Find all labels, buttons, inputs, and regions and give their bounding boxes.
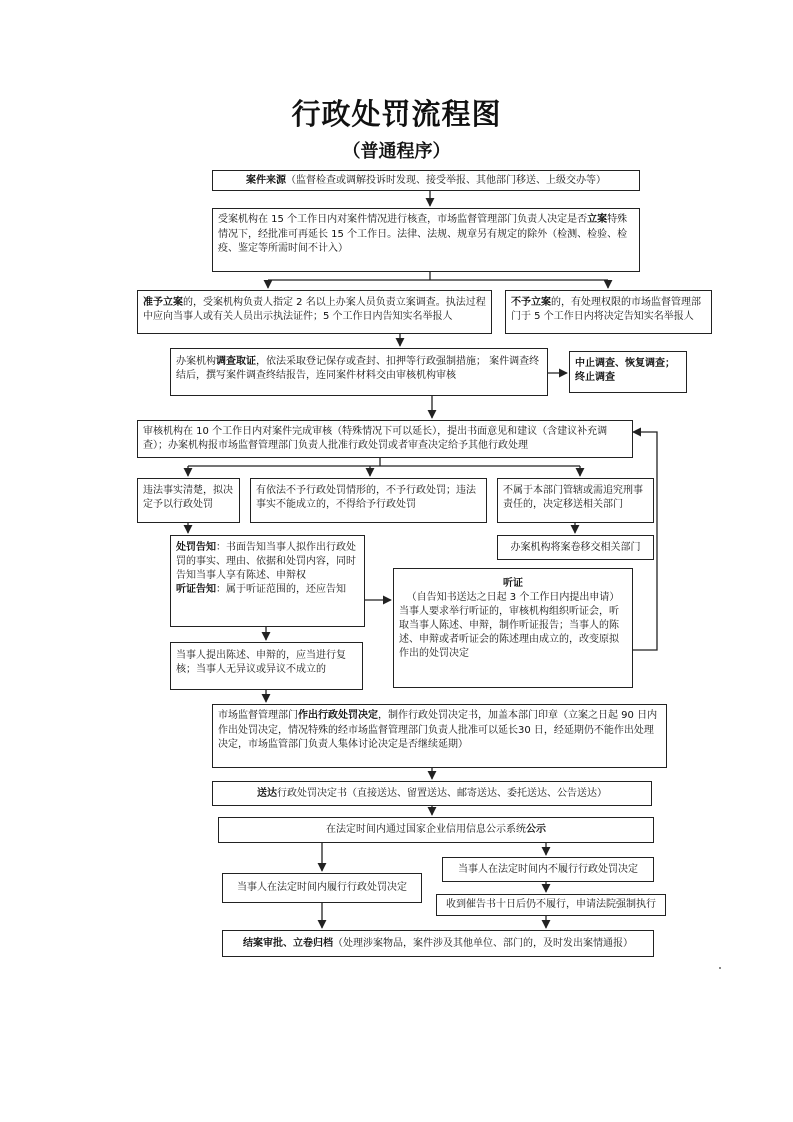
notice-text-2: ：属于听证范围的，还应告知: [216, 584, 346, 595]
file-case-head: 准予立案: [143, 297, 183, 308]
not-comply-text: 当事人在法定时间内不履行行政处罚决定: [458, 863, 638, 875]
notice-box: [170, 535, 365, 627]
case-source-box: [212, 170, 640, 191]
decision-box: [212, 704, 667, 768]
not-comply-box: [442, 857, 654, 882]
file-case-text: 的，受案机构负责人指定 2 名以上办案人员负责立案调查。执法过程中应向当事人或有关人员出示执法证件；5 个工作日内告知实名举报人: [143, 297, 486, 322]
notice-head-2: 听证告知: [176, 584, 216, 595]
not-dept-box: [497, 478, 654, 523]
decision-text-b: ，制作行政处罚决定书，加盖本部门印章（立案之日起 90 日内作出处罚决定，情况特殊的经市场监督管理部门负责人批准可以延长30 日，经延期仍不能作出处理决定，市场监管部门负责人集体讨论决定是否继续延期）: [218, 710, 658, 750]
review-text: 审核机构在 10 个工作日内对案件完成审核（特殊情况下可以延长），提出书面意见和建议（含建议补充调查）；办案机构报市场监督管理部门负责人批准行政处罚或者审查决定给予其他行政处理: [143, 426, 608, 451]
notice-head-1: 处罚告知: [176, 542, 216, 553]
filing-text-a: 受案机构在 15 个工作日内对案件情况进行核查，市场监督管理部门负责人决定是否: [218, 214, 588, 225]
statement-box: [170, 642, 363, 690]
comply-box: [222, 873, 422, 903]
close-head: 结案审批、立卷归档: [243, 938, 333, 949]
publicity-text-a: 在法定时间内通过国家企业信用信息公示系统: [326, 824, 526, 835]
case-source-text: （监督检查或调解投诉时发现、接受举报、其他部门移送、上级交办等）: [286, 175, 606, 186]
suspend-text: 中止调查、恢复调查；终止调查: [575, 358, 675, 383]
notice-text-1: ：书面告知当事人拟作出行政处罚的事实、理由、依据和处罚内容，同时告知当事人享有陈述、申辩权: [176, 542, 356, 581]
hearing-sub: （自告知书送达之日起 3 个工作日内提出申请）: [406, 592, 620, 603]
file-case-box: [137, 290, 492, 334]
no-penalty-box: [250, 478, 487, 523]
enforce-text: 收到催告书十日后仍不履行，申请法院强制执行: [446, 899, 656, 910]
statement-text: 当事人提出陈述、申辩的，应当进行复核；当事人无异议或异议不成立的: [176, 650, 346, 675]
review-box: [137, 420, 633, 458]
decision-head: 作出行政处罚决定: [298, 710, 378, 721]
scan-speck: [719, 967, 721, 969]
page-subtitle: （普通程序）: [342, 141, 451, 162]
clear-facts-text: 违法事实清楚，拟决定予以行政处罚: [143, 485, 233, 510]
decision-text-a: 市场监督管理部门: [218, 710, 298, 721]
close-text: （处理涉案物品，案件涉及其他单位、部门的，及时发出案情通报）: [333, 938, 633, 949]
comply-text: 当事人在法定时间内履行行政处罚决定: [237, 882, 407, 893]
no-file-text: 的，有处理权限的市场监督管理部门于 5 个工作日内将决定告知实名举报人: [511, 297, 701, 322]
filing-head: 立案: [587, 214, 608, 225]
filing-text-b: 特殊情况下，经批准可再延长 15 个工作日。法律、法规、规章另有规定的除外（检测、检验、检疫、鉴定等所需时间不计入）: [218, 214, 628, 254]
publicity-head: 公示: [526, 824, 546, 835]
no-file-box: [505, 290, 712, 334]
suspend-box: [569, 351, 687, 393]
investigation-text-b: ，依法采取登记保存或查封、扣押等行政强制措施； 案件调查终结后，撰写案件调查终结报告，连同案件材料交由审核机构审核: [176, 356, 540, 381]
page-title: 行政处罚流程图: [291, 97, 502, 131]
no-file-head: 不予立案: [511, 297, 551, 308]
enforce-box: [436, 894, 666, 916]
filing-review-box: [212, 208, 640, 272]
hearing-head: 听证: [503, 578, 523, 589]
case-source-head: 案件来源: [246, 175, 286, 186]
transfer-box: [497, 535, 654, 560]
not-dept-text: 不属于本部门管辖或需追究刑事责任的，决定移送相关部门: [503, 485, 643, 510]
delivery-head: 送达: [257, 788, 277, 799]
transfer-text: 办案机构将案卷移交相关部门: [510, 541, 641, 553]
hearing-box: [393, 568, 633, 688]
close-box: [222, 930, 654, 957]
delivery-text: 行政处罚决定书（直接送达、留置送达、邮寄送达、委托送达、公告送达）: [277, 788, 607, 799]
hearing-text: 当事人要求举行听证的，审核机构组织听证会，听取当事人陈述、申辩，制作听证报告；当事人的陈述、申辩或者听证会的陈述理由成立的，改变原拟作出的处罚决定: [399, 606, 619, 659]
delivery-box: [212, 781, 652, 806]
no-penalty-text: 有依法不予行政处罚情形的，不予行政处罚；违法事实不能成立的，不得给予行政处罚: [256, 485, 476, 510]
publicity-box: [218, 817, 654, 843]
investigation-head: 调查取证: [216, 356, 256, 367]
clear-facts-box: [137, 478, 240, 523]
investigation-box: [170, 348, 548, 396]
investigation-text-a: 办案机构: [176, 356, 216, 367]
